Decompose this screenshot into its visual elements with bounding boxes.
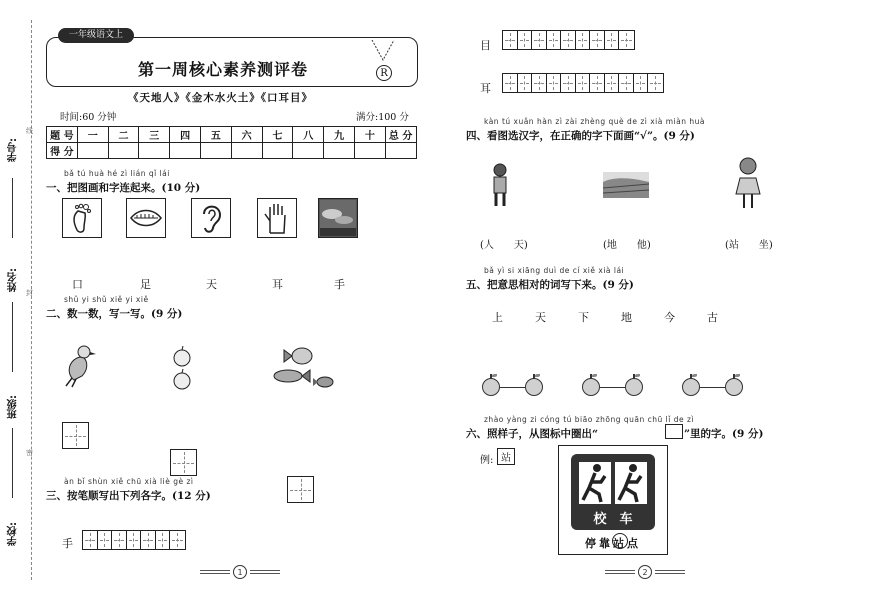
score-header-cell: 一 <box>77 127 108 143</box>
q5-word-2: 天 <box>535 311 546 324</box>
q6-title-part-2: ”里的字。(9 分) <box>684 428 764 440</box>
ear-picture <box>191 198 231 238</box>
circled-char-mark <box>612 533 628 549</box>
score-input-cell[interactable] <box>139 143 170 159</box>
answer-pair-3[interactable] <box>682 378 743 396</box>
score-table-score-row <box>47 143 417 159</box>
score-input-cell[interactable] <box>324 143 355 159</box>
q2-pinyin: shǔ yi shǔ xiě yi xiě <box>64 295 149 304</box>
q5-word-6: 古 <box>707 311 718 324</box>
score-row-label: 得 分 <box>47 143 78 159</box>
q6-pinyin: zhào yàng zi cóng tú biāo zhōng quān chū lǐ de zì <box>484 415 694 424</box>
q1-word-3: 天 <box>206 278 217 291</box>
foot-picture <box>62 198 102 238</box>
page-title: 第一周核心素养测评卷 <box>138 60 309 79</box>
mouth-picture <box>126 198 166 238</box>
seal-mark-a: 线 <box>26 127 33 135</box>
sign-top-text: 校 车 <box>593 512 633 527</box>
score-input-cell[interactable] <box>77 143 108 159</box>
fish-picture <box>270 342 340 396</box>
q4-option-3[interactable]: (站 坐) <box>725 240 773 251</box>
q6-title-box <box>665 424 683 439</box>
score-input-cell[interactable] <box>354 143 385 159</box>
girl-icon <box>734 156 762 212</box>
score-header-cell: 九 <box>324 127 355 143</box>
girl-picture <box>734 156 762 216</box>
bird-picture <box>58 342 98 392</box>
q6-example-label: 例: <box>480 455 494 466</box>
grade-badge: 一年级语文上 <box>58 28 134 43</box>
score-input-cell[interactable] <box>293 143 324 159</box>
class-label: 班级: <box>8 395 19 419</box>
hand-picture <box>257 198 297 238</box>
person-icon <box>488 162 512 210</box>
necklace-icon <box>370 40 396 66</box>
name-line <box>12 302 13 372</box>
sign-bottom-text[interactable]: 停靠站点 <box>585 537 641 550</box>
q5-pinyin: bǎ yì si xiāng duì de cí xiě xià lái <box>484 266 625 275</box>
footer-page-2 <box>605 565 685 579</box>
score-table-header-row <box>47 127 417 143</box>
score-header-cell: 总 分 <box>385 127 416 143</box>
apple-icon <box>482 378 500 396</box>
apple-icon <box>625 378 643 396</box>
score-header-cell: 题 号 <box>47 127 78 143</box>
score-header-cell: 十 <box>354 127 385 143</box>
seal-mark-b: 封 <box>26 289 33 297</box>
q3-writing-grid-2[interactable] <box>502 30 635 50</box>
q1-word-4: 耳 <box>272 278 283 291</box>
q4-option-2[interactable]: (地 他) <box>603 240 651 251</box>
apple-icon <box>525 378 543 396</box>
apples-picture <box>170 346 194 396</box>
score-header-cell: 五 <box>200 127 231 143</box>
q3-char-1: 手 <box>62 537 73 550</box>
score-input-cell[interactable] <box>231 143 262 159</box>
q4-option-1[interactable]: (人 天) <box>480 240 528 251</box>
q3-char-3: 耳 <box>480 82 491 95</box>
score-input-cell[interactable] <box>385 143 416 159</box>
sky-icon <box>320 200 356 236</box>
score-header-cell: 四 <box>170 127 201 143</box>
score-input-cell[interactable] <box>108 143 139 159</box>
answer-pair-1[interactable] <box>482 378 543 396</box>
q2-answer-box-2[interactable] <box>170 449 197 476</box>
school-label: 学校: <box>8 522 19 546</box>
score-table <box>46 126 417 159</box>
score-header-cell: 八 <box>293 127 324 143</box>
apple-icon <box>725 378 743 396</box>
score-header-cell: 三 <box>139 127 170 143</box>
q5-word-1: 上 <box>492 311 503 324</box>
page-number-2: 2 <box>638 565 652 579</box>
fish-icon <box>270 342 340 392</box>
apple-icon <box>582 378 600 396</box>
q2-title: 二、数一数，写一写。(9 分) <box>46 308 183 320</box>
name-label: 姓名: <box>8 268 19 292</box>
sky-picture <box>318 198 358 238</box>
page-number-1: 1 <box>233 565 247 579</box>
answer-pair-2[interactable] <box>582 378 643 396</box>
score-header-cell: 六 <box>231 127 262 143</box>
q4-pinyin: kàn tú xuǎn hàn zì zài zhèng què de zì xià miàn huà <box>484 117 705 126</box>
seal-mark-c: 密 <box>26 449 33 457</box>
foot-icon <box>67 202 97 234</box>
binding-line <box>31 20 32 580</box>
q6-example-char: 站 <box>497 448 515 465</box>
full-score: 满分:100 分 <box>356 112 409 123</box>
class-line <box>12 428 13 498</box>
q1-title: 一、把图画和字连起来。(10 分) <box>46 182 201 194</box>
page-subtitle: 《天地人》《金木水火土》《口耳目》 <box>128 92 313 104</box>
q5-word-5: 今 <box>664 311 675 324</box>
q3-writing-grid-3[interactable] <box>502 73 664 93</box>
mouth-icon <box>129 206 163 230</box>
q1-pinyin: bǎ tú huà hé zì lián qǐ lái <box>64 169 170 178</box>
score-header-cell: 二 <box>108 127 139 143</box>
score-input-cell[interactable] <box>200 143 231 159</box>
score-header-cell: 七 <box>262 127 293 143</box>
ear-icon <box>198 202 224 234</box>
boy-picture <box>488 162 512 214</box>
bus-stop-sign <box>558 445 668 555</box>
q5-title: 五、把意思相对的词写下来。(9 分) <box>466 279 634 291</box>
q6-title-part-1: 六、照样子，从图标中圈出“ <box>466 428 599 440</box>
q1-word-1: 口 <box>72 278 83 291</box>
footer-page-1 <box>200 565 280 579</box>
apple-icon <box>170 346 194 392</box>
q4-title: 四、看图选汉字，在正确的字下面画“√”。(9 分) <box>466 130 695 142</box>
q1-word-2: 足 <box>140 278 151 291</box>
q2-answer-box-3[interactable] <box>287 476 314 503</box>
q3-writing-grid-1[interactable] <box>82 530 186 550</box>
land-picture <box>603 172 649 202</box>
hand-icon <box>262 201 292 235</box>
q3-title: 三、按笔顺写出下列各字。(12 分) <box>46 490 211 502</box>
q5-word-3: 下 <box>578 311 589 324</box>
q1-word-5: 手 <box>334 278 345 291</box>
score-input-cell[interactable] <box>170 143 201 159</box>
apple-icon <box>682 378 700 396</box>
student-id-label: 学号: <box>8 138 19 162</box>
q3-char-2: 目 <box>480 39 491 52</box>
exam-time: 时间:60 分钟 <box>60 112 117 123</box>
score-input-cell[interactable] <box>262 143 293 159</box>
runner-icon <box>577 460 649 506</box>
student-id-line <box>12 178 13 238</box>
logo-badge: R <box>376 65 392 81</box>
q2-answer-box-1[interactable] <box>62 422 89 449</box>
bird-icon <box>58 342 98 388</box>
q3-pinyin: àn bǐ shùn xiě chū xià liè gè zì <box>64 477 194 486</box>
q5-word-4: 地 <box>621 311 632 324</box>
field-icon <box>603 172 649 198</box>
